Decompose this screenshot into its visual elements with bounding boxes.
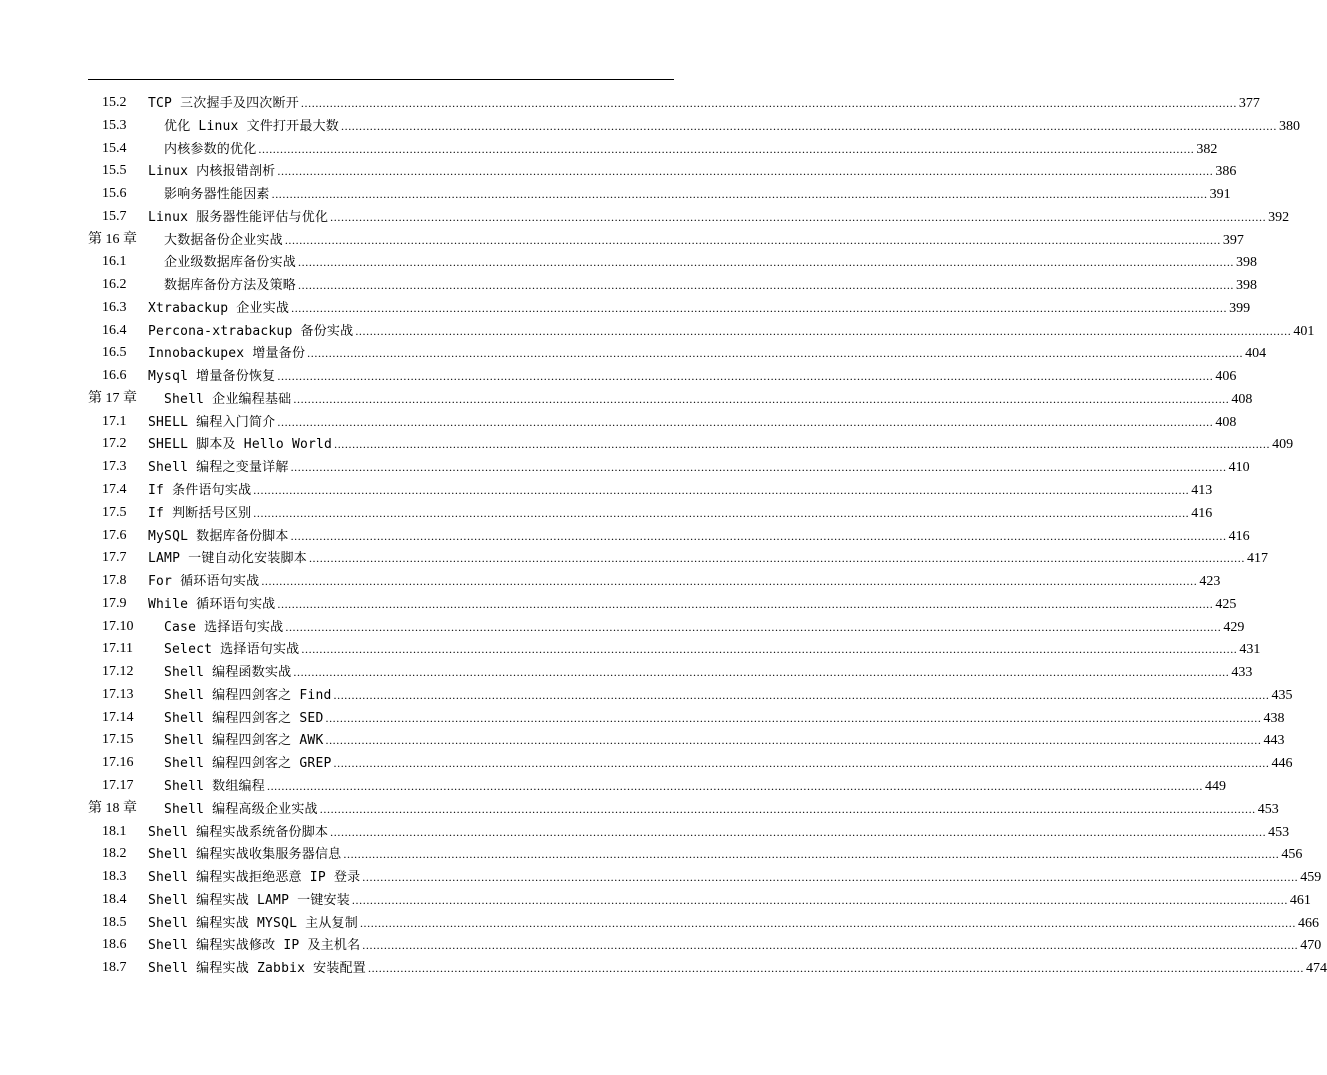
toc-entry-title: 数据库备份方法及策略 [164,278,297,294]
toc-dot-leader: .................................................................................................................................................................................................................................................................... [277,596,1214,611]
toc-page-number: 401 [1293,323,1315,339]
toc-entry-title: 企业级数据库备份实战 [164,255,297,271]
toc-entry-body [148,889,1311,912]
toc-dot-leader: .................................................................................................................................................................................................................................................................... [334,437,1271,452]
toc-entry-number: 17.11 [102,641,133,657]
toc-section-entry[interactable] [88,661,1253,684]
toc-entry-body [164,729,1285,752]
toc-entry-number: 17.3 [102,459,127,475]
toc-entry-body [148,957,1327,980]
toc-entry-number: 17.1 [102,413,127,429]
toc-page-number: 408 [1215,414,1237,430]
toc-page-number: 410 [1228,460,1250,476]
toc-entry-title: Shell 编程实战 MYSQL 主从复制 [148,915,358,931]
toc-section-entry[interactable] [88,92,1260,115]
toc-entry-number: 18.2 [102,846,127,862]
toc-section-entry[interactable] [88,502,1213,525]
toc-entry-body [164,251,1258,274]
toc-section-entry[interactable] [88,889,1311,912]
toc-section-entry[interactable] [88,115,1300,138]
toc-entry-title: 优化 Linux 文件打开最大数 [164,118,339,134]
toc-entry-number: 17.6 [102,527,127,543]
toc-section-entry[interactable] [88,593,1237,616]
toc-dot-leader: .................................................................................................................................................................................................................................................................... [325,733,1262,748]
toc-dot-leader: .................................................................................................................................................................................................................................................................... [277,414,1214,429]
table-of-contents [88,92,1327,980]
toc-entry-body [148,821,1290,844]
toc-entry-body [148,570,1221,593]
toc-entry-body [148,411,1237,434]
toc-section-entry[interactable] [88,365,1237,388]
toc-section-entry[interactable] [88,320,1315,343]
toc-entry-title: Shell 编程四剑客之 AWK [164,733,324,749]
toc-dot-leader: .................................................................................................................................................................................................................................................................... [330,824,1267,839]
toc-section-entry[interactable] [88,843,1303,866]
toc-dot-leader: .................................................................................................................................................................................................................................................................... [362,938,1299,953]
toc-entry-body [148,320,1315,343]
toc-entry-title: Select 选择语句实战 [164,642,300,658]
toc-entry-number: 15.6 [102,186,127,202]
toc-dot-leader: .................................................................................................................................................................................................................................................................... [298,278,1235,293]
toc-page-number: 453 [1268,824,1290,840]
toc-dot-leader: .................................................................................................................................................................................................................................................................... [253,505,1190,520]
toc-section-entry[interactable] [88,206,1290,229]
toc-page-number: 456 [1281,847,1303,863]
toc-entry-title: Shell 编程四剑客之 Find [164,687,332,703]
toc-entry-number: 18.3 [102,869,127,885]
toc-dot-leader: .................................................................................................................................................................................................................................................................... [293,391,1230,406]
toc-section-entry[interactable] [88,183,1231,206]
toc-dot-leader: .................................................................................................................................................................................................................................................................... [362,870,1299,885]
toc-entry-number: 18.4 [102,891,127,907]
toc-page-number: 397 [1222,232,1244,248]
toc-page-number: 423 [1199,574,1221,590]
toc-entry-number: 16.6 [102,368,127,384]
toc-entry-number: 17.4 [102,482,127,498]
toc-entry-body [148,547,1268,570]
toc-entry-body [164,274,1258,297]
toc-dot-leader: .................................................................................................................................................................................................................................................................... [300,96,1237,110]
toc-entry-title: LAMP 一键自动化安装脚本 [148,551,307,567]
toc-entry-body [148,342,1267,365]
toc-page-number: 380 [1279,118,1300,134]
toc-entry-body [164,707,1285,730]
toc-entry-title: Mysql 增量备份恢复 [148,369,276,385]
toc-section-entry[interactable] [88,912,1319,935]
toc-entry-number: 17.12 [102,664,134,680]
toc-dot-leader: .................................................................................................................................................................................................................................................................... [301,642,1238,657]
toc-entry-title: Shell 编程实战拒绝恶意 IP 登录 [148,870,361,886]
toc-section-entry[interactable] [88,616,1245,639]
toc-entry-body [164,115,1300,138]
toc-page-number: 408 [1231,391,1253,407]
toc-entry-title: Shell 编程实战修改 IP 及主机名 [148,938,361,954]
toc-entry-body [148,206,1290,229]
toc-entry-title: Shell 编程高级企业实战 [164,801,318,817]
toc-entry-title: Xtrabackup 企业实战 [148,300,290,316]
toc-entry-number: 第 16 章 [88,231,137,247]
toc-page-number: 425 [1215,596,1237,612]
toc-dot-leader: .................................................................................................................................................................................................................................................................... [298,255,1235,270]
toc-page-number: 461 [1289,892,1311,908]
toc-entry-body [164,638,1261,661]
toc-dot-leader: .................................................................................................................................................................................................................................................................... [277,164,1214,179]
toc-entry-number: 17.2 [102,436,127,452]
toc-page-number: 377 [1238,96,1260,111]
toc-dot-leader: .................................................................................................................................................................................................................................................................... [271,187,1208,202]
toc-page-number: 398 [1236,278,1258,294]
toc-entry-title: Shell 编程实战 LAMP 一键安装 [148,892,350,908]
toc-section-entry[interactable] [88,775,1226,798]
toc-section-entry[interactable] [88,433,1294,456]
toc-entry-title: SHELL 编程入门简介 [148,414,276,430]
toc-entry-body [148,912,1319,935]
toc-entry-title: SHELL 脚本及 Hello World [148,437,333,453]
toc-entry-body [148,297,1251,320]
toc-entry-number: 17.14 [102,709,134,725]
toc-page-number: 409 [1272,437,1294,453]
toc-entry-body [164,752,1293,775]
toc-entry-number: 16.5 [102,345,127,361]
toc-section-entry[interactable] [88,707,1285,730]
toc-page-number: 453 [1257,801,1279,817]
toc-page-number: 386 [1215,164,1237,180]
toc-page-number: 406 [1215,369,1237,385]
toc-entry-title: Shell 编程实战系统备份脚本 [148,824,329,840]
toc-section-entry[interactable] [88,456,1250,479]
toc-page-number: 382 [1196,141,1218,157]
toc-page-number: 443 [1263,733,1285,749]
toc-dot-leader: .................................................................................................................................................................................................................................................................... [290,460,1227,475]
toc-page-number: 438 [1263,710,1285,726]
toc-entry-body [148,433,1294,456]
toc-section-entry[interactable] [88,138,1218,161]
toc-entry-number: 17.16 [102,755,134,771]
toc-entry-number: 17.5 [102,504,127,520]
toc-entry-body [148,502,1213,525]
toc-section-entry[interactable] [88,729,1285,752]
toc-page-number: 391 [1209,187,1231,203]
toc-entry-body [148,92,1260,115]
toc-entry-title: 影响务器性能因素 [164,187,270,203]
toc-section-entry[interactable] [88,934,1322,957]
toc-entry-title: For 循环语句实战 [148,574,260,590]
toc-dot-leader: .................................................................................................................................................................................................................................................................... [333,756,1270,771]
toc-dot-leader: .................................................................................................................................................................................................................................................................... [261,574,1198,589]
toc-entry-body [164,616,1245,639]
toc-section-entry[interactable] [88,525,1250,548]
toc-dot-leader: .................................................................................................................................................................................................................................................................... [308,551,1245,566]
toc-entry-number: 18.7 [102,960,127,976]
toc-entry-number: 18.6 [102,937,127,953]
toc-entry-body [164,138,1218,161]
toc-entry-body [148,456,1250,479]
toc-page-number: 470 [1300,938,1322,954]
toc-entry-number: 15.7 [102,208,127,224]
toc-section-entry[interactable] [88,479,1213,502]
toc-dot-leader: .................................................................................................................................................................................................................................................................... [333,687,1270,702]
toc-entry-body [164,229,1244,252]
toc-entry-body [148,160,1237,183]
toc-entry-number: 第 17 章 [88,390,137,406]
toc-dot-leader: .................................................................................................................................................................................................................................................................... [343,847,1280,862]
toc-entry-title: 内核参数的优化 [164,141,257,157]
toc-entry-body [164,183,1231,206]
toc-entry-title: While 循环语句实战 [148,596,276,612]
toc-page-number: 474 [1305,961,1327,977]
toc-section-entry[interactable] [88,547,1268,570]
toc-entry-title: Linux 服务器性能评估与优化 [148,209,329,225]
toc-dot-leader: .................................................................................................................................................................................................................................................................... [291,300,1228,315]
toc-dot-leader: .................................................................................................................................................................................................................................................................... [253,483,1190,498]
toc-page-number: 449 [1204,778,1226,794]
toc-entry-body [164,798,1279,821]
toc-section-entry[interactable] [88,957,1327,980]
toc-dot-leader: .................................................................................................................................................................................................................................................................... [277,369,1214,384]
toc-entry-number: 18.1 [102,823,127,839]
toc-dot-leader: .................................................................................................................................................................................................................................................................... [367,961,1304,976]
header-rule [88,79,674,80]
toc-dot-leader: .................................................................................................................................................................................................................................................................... [258,141,1195,156]
toc-page-number: 433 [1231,665,1253,681]
toc-section-entry[interactable] [88,638,1261,661]
toc-page-number: 459 [1300,870,1322,886]
toc-entry-number: 15.3 [102,117,127,133]
toc-section-entry[interactable] [88,274,1258,297]
toc-section-entry[interactable] [88,160,1237,183]
toc-entry-body [148,525,1250,548]
toc-entry-body [148,843,1303,866]
toc-dot-leader: .................................................................................................................................................................................................................................................................... [351,892,1288,907]
toc-entry-title: TCP 三次握手及四次断开 [148,96,299,111]
toc-entry-title: Shell 数组编程 [164,778,265,794]
toc-entry-body [148,365,1237,388]
toc-entry-title: Shell 编程四剑客之 SED [164,710,324,726]
toc-page-number: 417 [1246,551,1268,567]
toc-entry-number: 16.3 [102,299,127,315]
toc-entry-number: 17.10 [102,618,134,634]
toc-chapter-entry[interactable] [88,229,1244,252]
toc-entry-title: Shell 企业编程基础 [164,391,292,407]
toc-entry-title: If 条件语句实战 [148,483,252,499]
toc-entry-body [164,388,1253,411]
toc-entry-number: 16.2 [102,277,127,293]
toc-chapter-entry[interactable] [88,388,1253,411]
toc-dot-leader: .................................................................................................................................................................................................................................................................... [266,778,1203,793]
toc-chapter-entry[interactable] [88,798,1279,821]
toc-page-number: 413 [1191,483,1213,499]
toc-dot-leader: .................................................................................................................................................................................................................................................................... [319,801,1256,816]
toc-entry-title: Percona-xtrabackup 备份实战 [148,323,354,339]
toc-dot-leader: .................................................................................................................................................................................................................................................................... [293,665,1230,680]
toc-page-number: 431 [1239,642,1261,658]
toc-section-entry[interactable] [88,411,1237,434]
toc-entry-number: 16.4 [102,322,127,338]
toc-section-entry[interactable] [88,251,1258,274]
toc-entry-title: Innobackupex 增量备份 [148,346,306,362]
toc-page-number: 416 [1191,505,1213,521]
toc-entry-body [148,934,1322,957]
toc-entry-number: 17.8 [102,573,127,589]
toc-section-entry[interactable] [88,297,1251,320]
toc-entry-body [164,661,1253,684]
toc-section-entry[interactable] [88,866,1322,889]
toc-entry-number: 15.2 [102,95,127,110]
toc-dot-leader: .................................................................................................................................................................................................................................................................... [325,710,1262,725]
toc-page-number: 466 [1297,915,1319,931]
toc-entry-number: 15.5 [102,163,127,179]
toc-page-number: 435 [1271,687,1293,703]
toc-entry-number: 17.9 [102,595,127,611]
toc-entry-title: If 判断括号区别 [148,505,252,521]
toc-entry-title: Case 选择语句实战 [164,619,284,635]
toc-page-number: 392 [1268,209,1290,225]
toc-entry-title: Shell 编程四剑客之 GREP [164,756,332,772]
toc-page-number: 404 [1245,346,1267,362]
toc-entry-body [148,866,1322,889]
toc-dot-leader: .................................................................................................................................................................................................................................................................... [341,118,1277,133]
toc-page-number: 429 [1223,619,1245,635]
toc-page-number: 398 [1236,255,1258,271]
toc-entry-title: Shell 编程实战收集服务器信息 [148,847,342,863]
toc-dot-leader: .................................................................................................................................................................................................................................................................... [285,619,1222,634]
toc-dot-leader: .................................................................................................................................................................................................................................................................... [290,528,1227,543]
toc-section-entry[interactable] [88,821,1290,844]
toc-section-entry[interactable] [88,570,1221,593]
toc-entry-number: 16.1 [102,254,127,270]
toc-entry-body [148,479,1213,502]
toc-section-entry[interactable] [88,684,1293,707]
toc-entry-body [164,775,1226,798]
toc-dot-leader: .................................................................................................................................................................................................................................................................... [330,209,1267,224]
toc-dot-leader: .................................................................................................................................................................................................................................................................... [307,346,1244,361]
toc-entry-number: 17.13 [102,686,134,702]
toc-page-number: 399 [1229,300,1251,316]
toc-page-number: 446 [1271,756,1293,772]
toc-dot-leader: .................................................................................................................................................................................................................................................................... [359,915,1296,930]
toc-entry-title: MySQL 数据库备份脚本 [148,528,289,544]
toc-section-entry[interactable] [88,342,1267,365]
toc-entry-number: 18.5 [102,914,127,930]
toc-entry-title: Shell 编程函数实战 [164,665,292,681]
toc-entry-number: 17.17 [102,777,134,793]
toc-page-number: 416 [1228,528,1250,544]
toc-dot-leader: .................................................................................................................................................................................................................................................................... [355,323,1292,338]
toc-entry-number: 第 18 章 [88,800,137,816]
toc-section-entry[interactable] [88,752,1293,775]
toc-entry-number: 17.7 [102,550,127,566]
toc-entry-title: Shell 编程实战 Zabbix 安装配置 [148,961,366,977]
toc-entry-title: Shell 编程之变量详解 [148,460,289,476]
toc-entry-body [148,593,1237,616]
toc-entry-number: 17.15 [102,732,134,748]
toc-entry-title: 大数据备份企业实战 [164,232,283,248]
toc-entry-body [164,684,1293,707]
toc-dot-leader: .................................................................................................................................................................................................................................................................... [284,232,1221,247]
toc-entry-title: Linux 内核报错剖析 [148,164,276,180]
toc-entry-number: 15.4 [102,140,127,156]
